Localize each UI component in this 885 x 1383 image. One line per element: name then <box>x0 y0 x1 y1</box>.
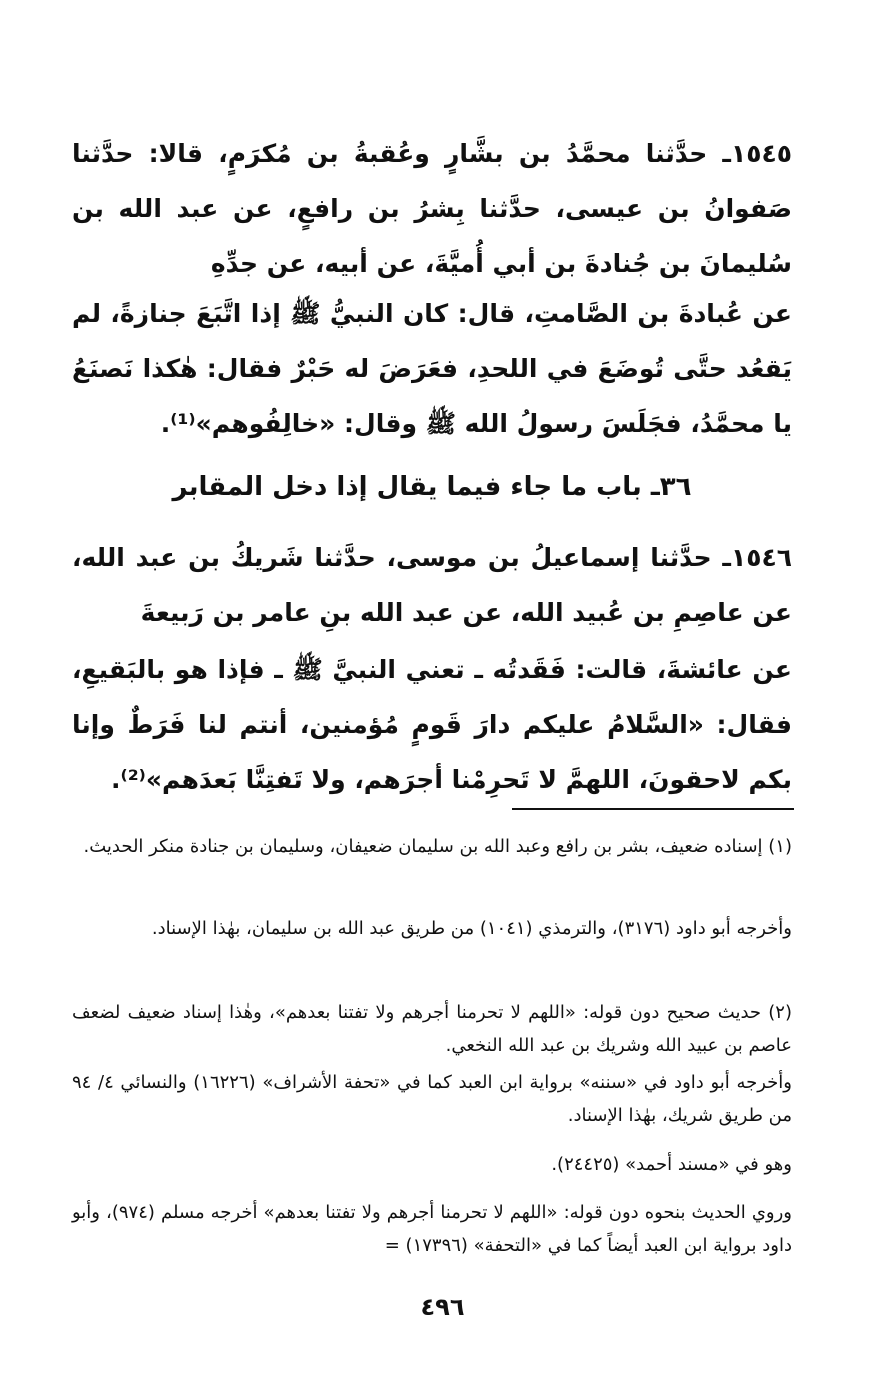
footnote-1-continuation: وأخرجه أبو داود (٣١٧٦)، والترمذي (١٠٤١) من طريق عبد الله بن سليمان، بهٰذا الإسناد. <box>151 918 792 939</box>
footnote-1: (١) إسناده ضعيف، بشر بن رافع وعبد الله بن سليمان ضعيفان، وسليمان بن جنادة منكر الحديث. <box>83 836 792 857</box>
footnote-2: (٢) حديث صحيح دون قوله: «اللهم لا تحرمنا أجرهم ولا تفتنا بعدهم»، وهٰذا إسناد ضعيف لضعف عاصم بن عبيد الله وشريك بن عبد الله النخعي. <box>72 1002 792 1056</box>
hadith-1545-matn: عن عُبادةَ بن الصَّامتِ، قال: كان النبيُّ ﷺ إذا اتَّبَعَ جنازةً، لم يَقعُد حتَّى تُوضَعَ في اللحدِ، فعَرَضَ له حَبْرٌ فقال: هٰكذا نَصنَعُ يا محمَّدُ، فجَلَسَ رسولُ الله ﷺ وقال: «خالِفُوهم»⁽¹⁾. <box>72 299 792 438</box>
hadith-1546-matn: عن عائشةَ، قالت: فَقَدتُه ـ تعني النبيَّ ﷺ ـ فإذا هو بالبَقيعِ، فقال: «السَّلامُ عليكم دارَ قَومٍ مُؤمنين، أنتم لنا فَرَطٌ وإنا بكم لاحقونَ، اللهمَّ لا تَحرِمْنا أجرَهم، ولا تَفتِنَّا بَعدَهم»⁽²⁾. <box>72 655 792 794</box>
hadith-1545-isnad: ١٥٤٥ـ حدَّثنا محمَّدُ بن بشَّارٍ وعُقبةُ بن مُكرَمٍ، قالا: حدَّثنا صَفوانُ بن عيسى، حدَّثنا بِشرُ بن رافعٍ، عن عبد الله بن سُليمانَ بن جُنادةَ بن أبي أُميَّةَ، عن أبيه، عن جدِّهِ <box>72 139 792 278</box>
footnote-2-variant-narration: وروي الحديث بنحوه دون قوله: «اللهم لا تحرمنا أجرهم ولا تفتنا بعدهم» أخرجه مسلم (٩٧٤)، وأبو داود برواية ابن العبد أيضاً كما في «التحفة» (١٧٣٩٦) = <box>72 1202 792 1256</box>
hadith-1546-isnad: ١٥٤٦ـ حدَّثنا إسماعيلُ بن موسى، حدَّثنا شَريكُ بن عبد الله، عن عاصِمِ بن عُبيد الله، عن عبد الله بنِ عامر بن رَبيعةَ <box>72 543 792 627</box>
chapter-heading: ٣٦ـ باب ما جاء فيما يقال إذا دخل المقابر <box>172 472 692 502</box>
footnote-divider <box>512 808 794 810</box>
footnote-2-musnad-ahmad: وهو في «مسند أحمد» (٢٤٤٢٥). <box>551 1154 792 1175</box>
footnote-2-continuation: وأخرجه أبو داود في «سننه» برواية ابن العبد كما في «تحفة الأشراف» (١٦٢٢٦) والنسائي ٤/ ٩٤ من طريق شريك، بهٰذا الإسناد. <box>72 1072 792 1126</box>
page-number: ٤٩٦ <box>420 1293 465 1321</box>
